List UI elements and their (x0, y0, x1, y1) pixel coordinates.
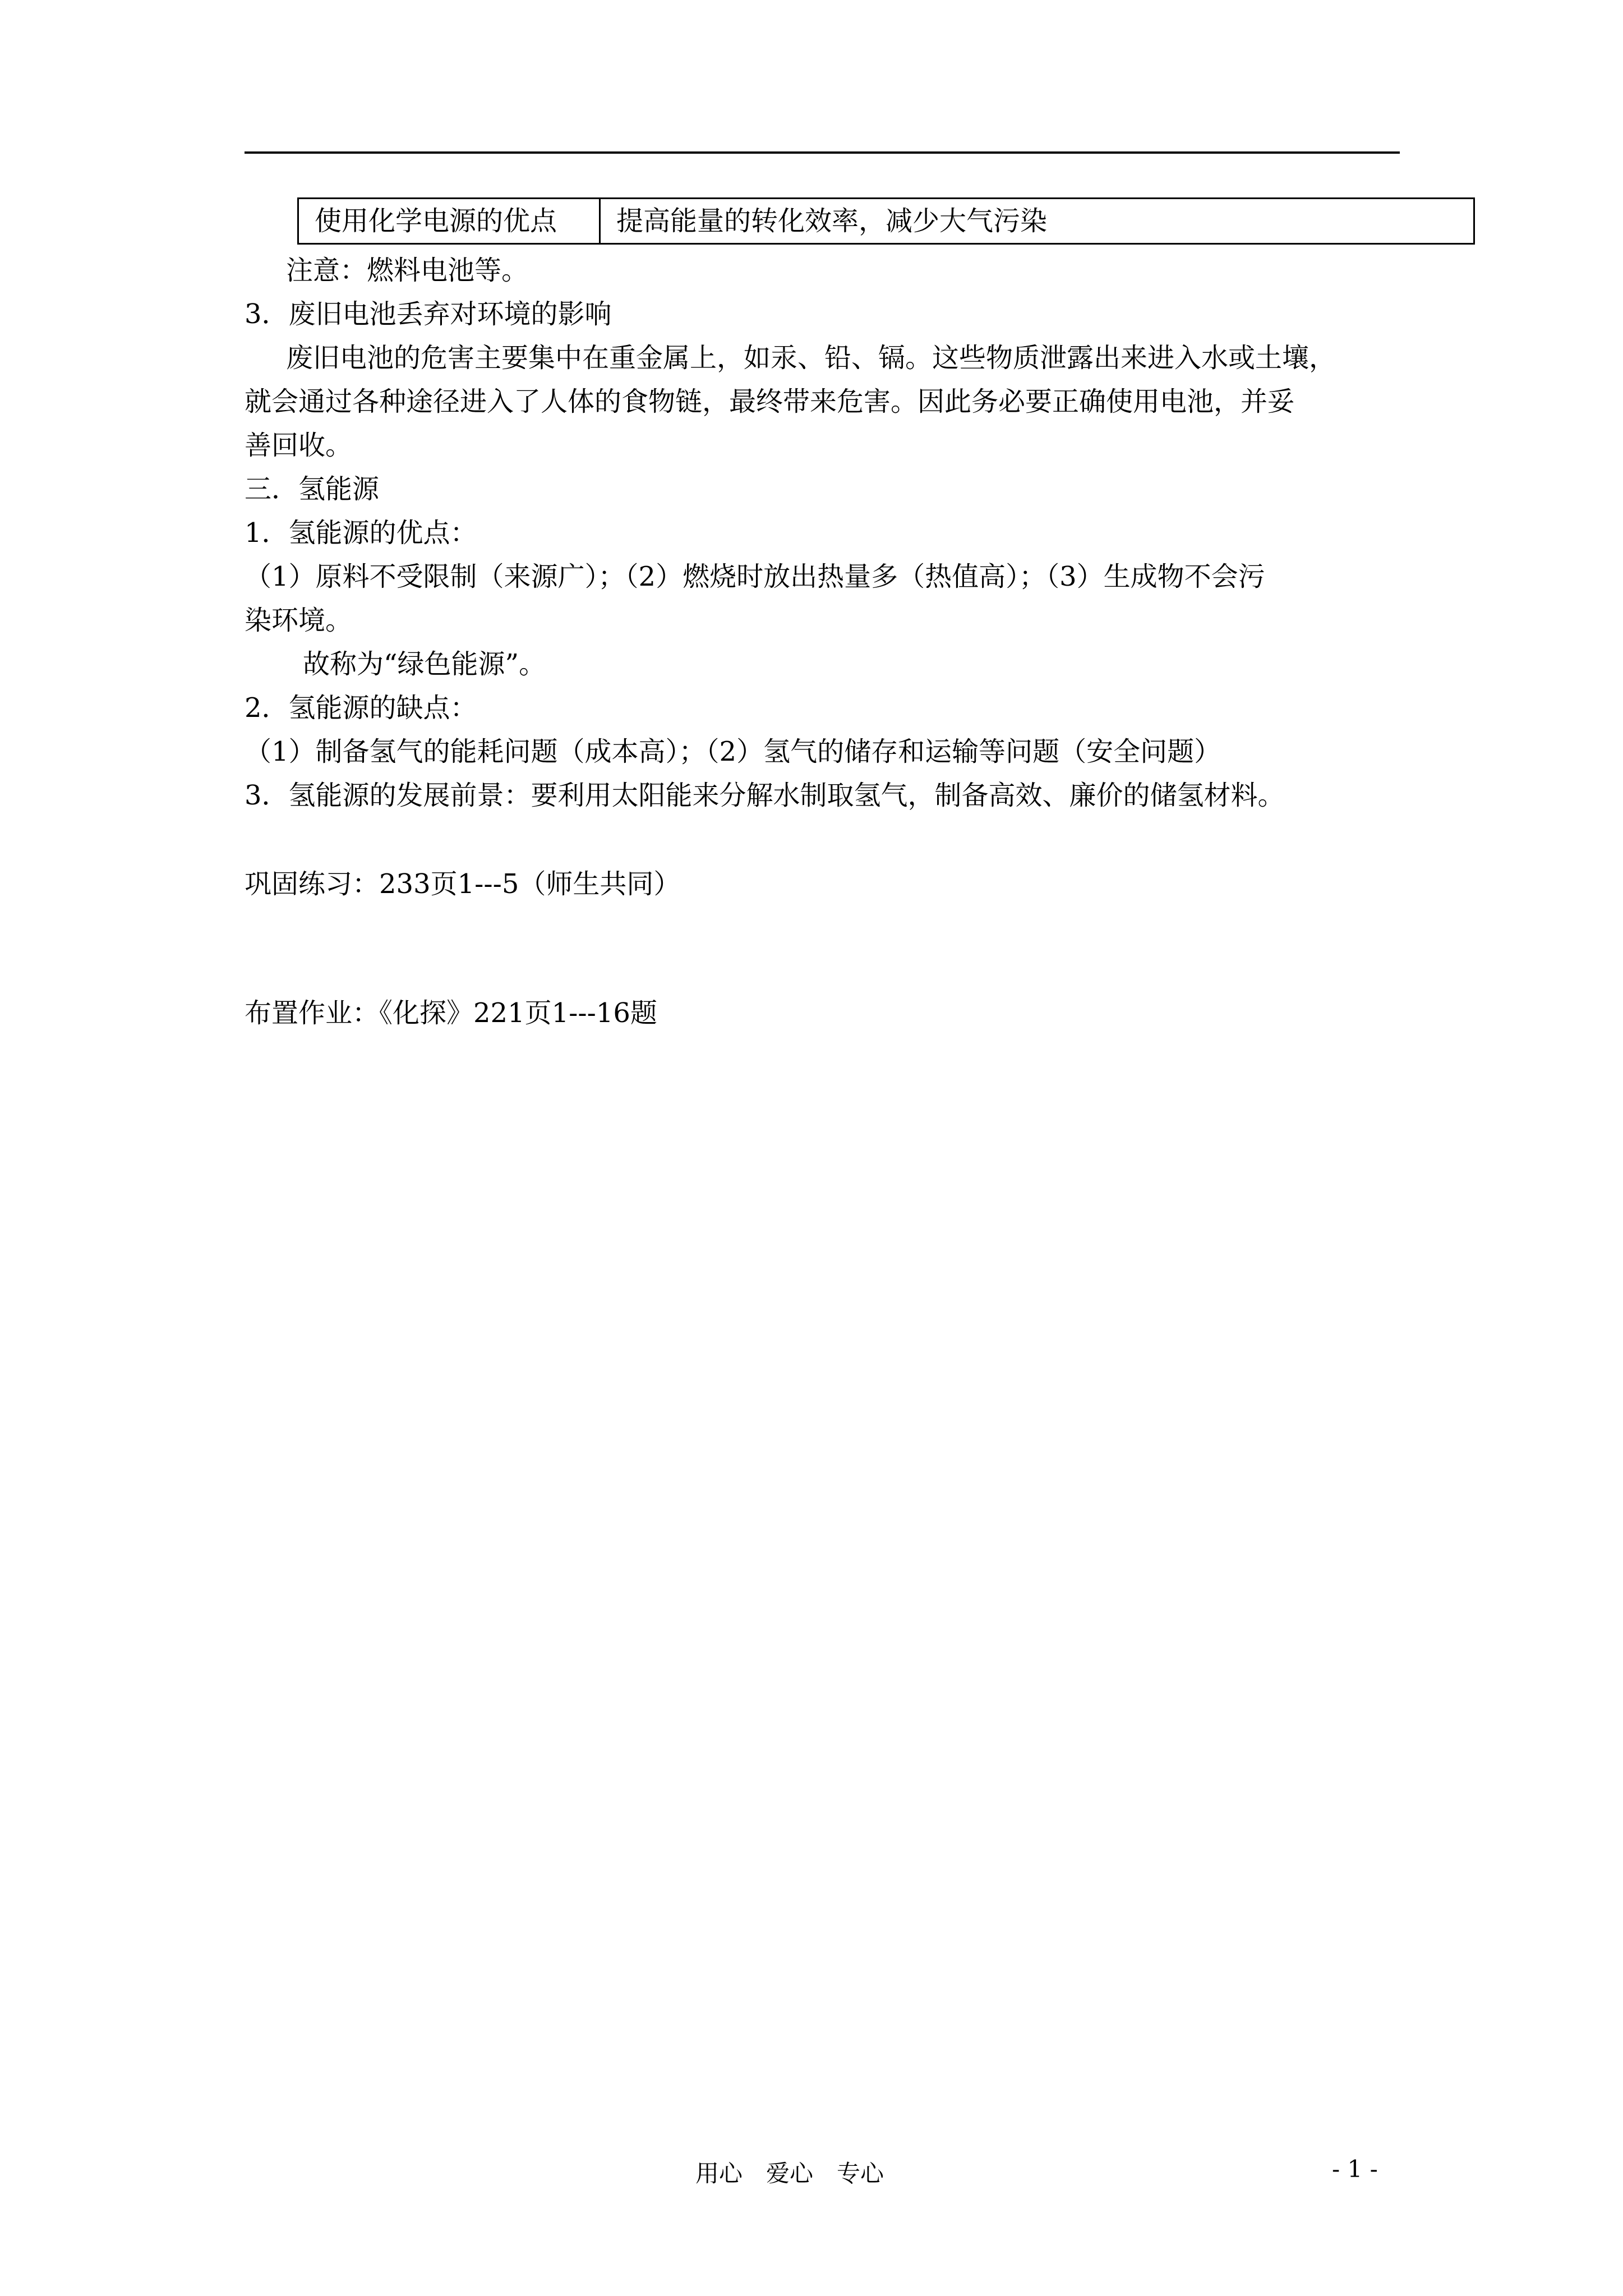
table-value-cell: 提高能量的转化效率，减少大气污染 (616, 205, 1048, 237)
paragraph-line: 废旧电池的危害主要集中在重金属上，如汞、铅、镉。这些物质泄露出来进入水或土壤， (286, 342, 1336, 374)
paragraph-line: 善回收。 (245, 430, 353, 461)
prospects-line: 3．氢能源的发展前景：要利用太阳能来分解水制取氢气，制备高效、廉价的储氢材料。 (245, 780, 1285, 811)
table-label-cell: 使用化学电源的优点 (299, 199, 601, 243)
advantage-table (297, 197, 1475, 245)
header-rule (245, 151, 1400, 154)
note-line: 注意：燃料电池等。 (286, 255, 529, 286)
section-3-heading: 3．废旧电池丢弃对环境的影响 (245, 298, 612, 330)
green-energy-line: 故称为“绿色能源”。 (303, 648, 546, 680)
practice-line: 巩固练习：233页1---5（师生共同） (245, 868, 681, 900)
advantages-line: （1）原料不受限制（来源广）；（2）燃烧时放出热量多（热值高）；（3）生成物不会污 (245, 561, 1265, 592)
section-heading-hydrogen: 三．氢能源 (245, 473, 380, 505)
paragraph-line: 就会通过各种途径进入了人体的食物链，最终带来危害。因此务必要正确使用电池，并妥 (245, 386, 1295, 417)
disadvantages-line: （1）制备氢气的能耗问题（成本高）；（2）氢气的储存和运输等问题（安全问题） (245, 736, 1221, 767)
advantages-line: 染环境。 (245, 605, 353, 636)
subheading-advantages: 1．氢能源的优点： (245, 517, 477, 549)
homework-line: 布置作业：《化探》221页1---16题 (245, 997, 657, 1029)
footer-motto: 用心 爱心 专心 (695, 2160, 884, 2187)
subheading-disadvantages: 2．氢能源的缺点： (245, 692, 477, 724)
page-number: - 1 - (1332, 2155, 1378, 2183)
